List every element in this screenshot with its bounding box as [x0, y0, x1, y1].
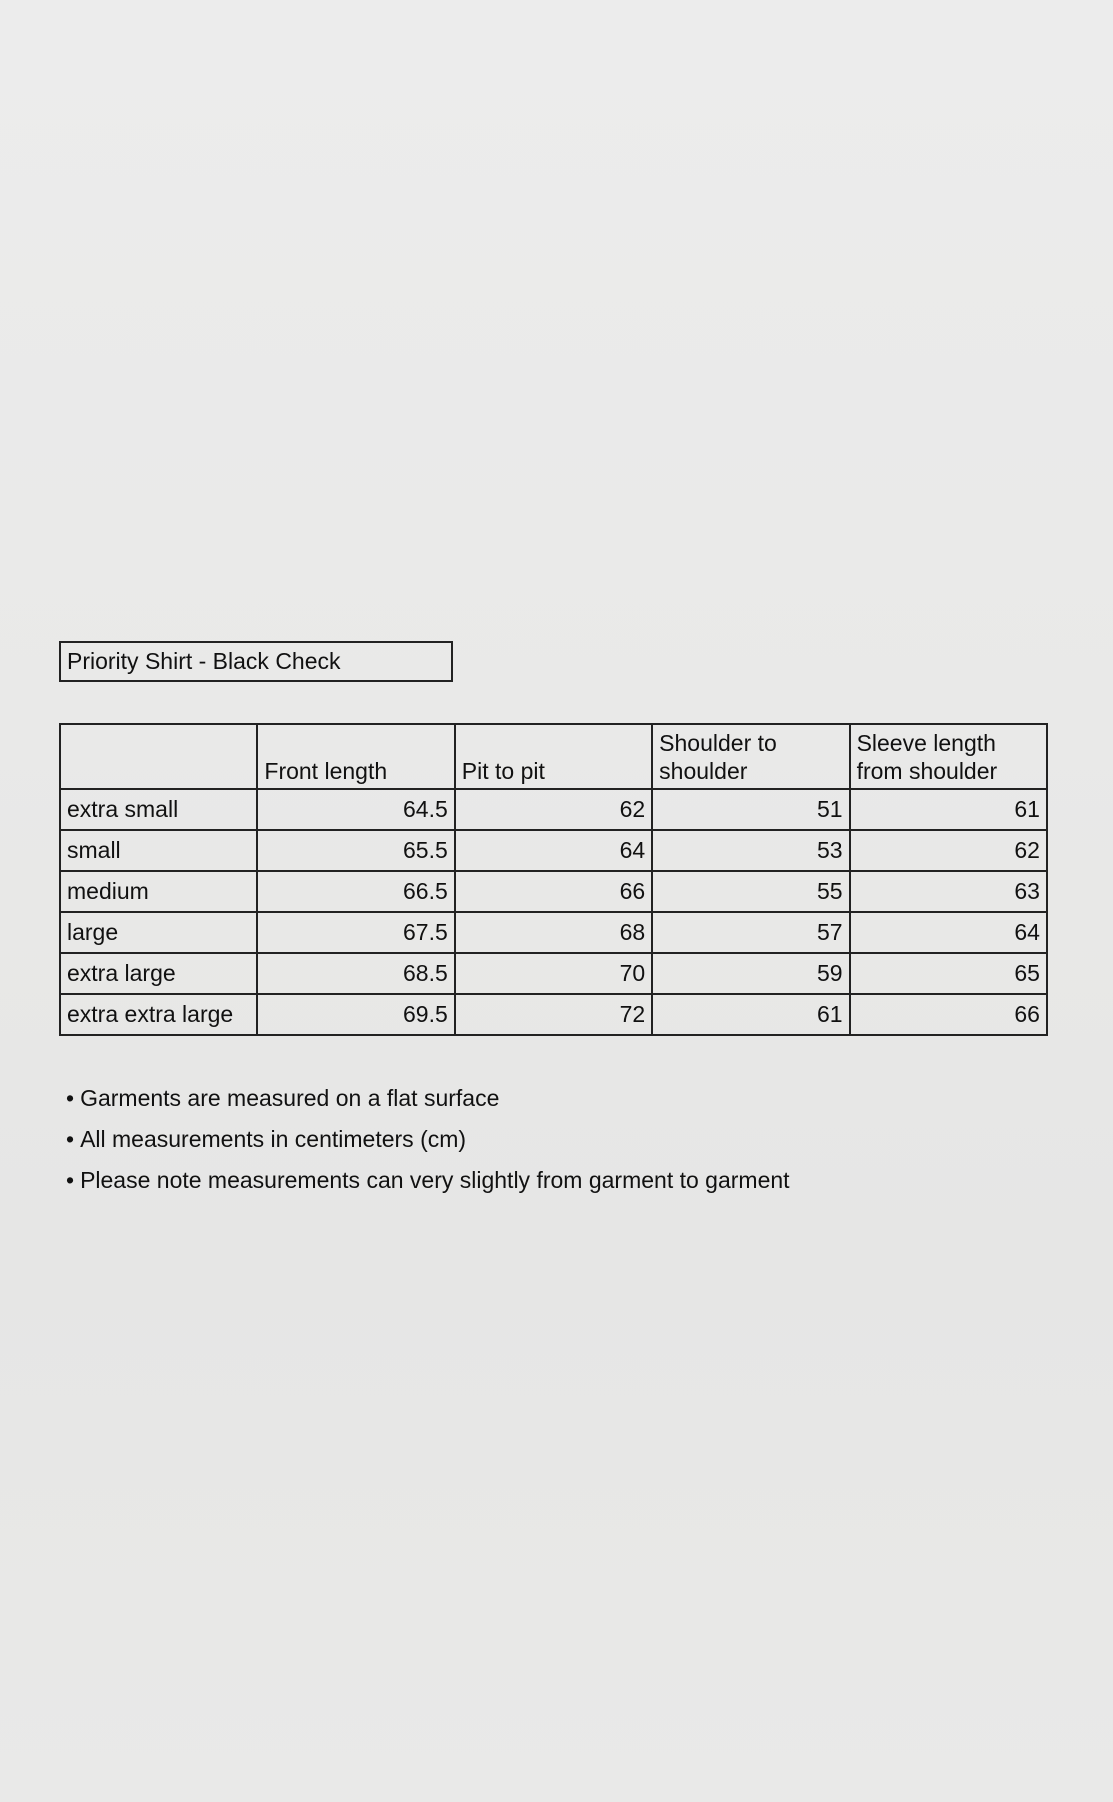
front-length-value: 64.5 [257, 789, 454, 830]
header-cell-sleeve-length: Sleeve length from shoulder [850, 724, 1047, 789]
pit-to-pit-value: 66 [455, 871, 652, 912]
sleeve-length-value: 61 [850, 789, 1047, 830]
front-length-value: 66.5 [257, 871, 454, 912]
sleeve-length-value: 65 [850, 953, 1047, 994]
sleeve-length-value: 66 [850, 994, 1047, 1035]
size-label: extra extra large [60, 994, 257, 1035]
shoulder-to-shoulder-value: 51 [652, 789, 849, 830]
pit-to-pit-value: 70 [455, 953, 652, 994]
shoulder-to-shoulder-value: 55 [652, 871, 849, 912]
header-row [60, 724, 1047, 789]
table-row [60, 994, 1047, 1035]
front-length-value: 65.5 [257, 830, 454, 871]
header-cell-pit-to-pit: Pit to pit [455, 724, 652, 789]
pit-to-pit-value: 68 [455, 912, 652, 953]
bullet-icon: • [66, 1126, 75, 1152]
front-length-value: 68.5 [257, 953, 454, 994]
shoulder-to-shoulder-value: 57 [652, 912, 849, 953]
pit-to-pit-value: 72 [455, 994, 652, 1035]
sleeve-length-value: 63 [850, 871, 1047, 912]
header-cell-size [60, 724, 257, 789]
sleeve-length-value: 62 [850, 830, 1047, 871]
bullet-icon: • [66, 1167, 75, 1193]
product-title: Priority Shirt - Black Check [59, 641, 453, 682]
table-row [60, 953, 1047, 994]
table-row [60, 871, 1047, 912]
note-text: Garments are measured on a flat surface [80, 1085, 500, 1111]
list-item [66, 1119, 790, 1160]
size-label: extra large [60, 953, 257, 994]
sleeve-length-value: 64 [850, 912, 1047, 953]
front-length-value: 69.5 [257, 994, 454, 1035]
header-cell-front-length: Front length [257, 724, 454, 789]
note-text: All measurements in centimeters (cm) [80, 1126, 467, 1152]
size-label: small [60, 830, 257, 871]
shoulder-to-shoulder-value: 53 [652, 830, 849, 871]
pit-to-pit-value: 64 [455, 830, 652, 871]
table-body [60, 789, 1047, 1035]
list-item [66, 1160, 790, 1201]
pit-to-pit-value: 62 [455, 789, 652, 830]
table-header [60, 724, 1047, 789]
list-item [66, 1078, 790, 1119]
measurement-notes [66, 1078, 790, 1201]
size-label: extra small [60, 789, 257, 830]
front-length-value: 67.5 [257, 912, 454, 953]
shoulder-to-shoulder-value: 59 [652, 953, 849, 994]
note-text: Please note measurements can very slightly from garment to garment [80, 1167, 790, 1193]
table-row [60, 912, 1047, 953]
table-row [60, 830, 1047, 871]
header-cell-shoulder-to-shoulder: Shoulder to shoulder [652, 724, 849, 789]
size-chart-table [59, 723, 1048, 1036]
table-row [60, 789, 1047, 830]
shoulder-to-shoulder-value: 61 [652, 994, 849, 1035]
size-label: large [60, 912, 257, 953]
bullet-icon: • [66, 1085, 75, 1111]
size-label: medium [60, 871, 257, 912]
